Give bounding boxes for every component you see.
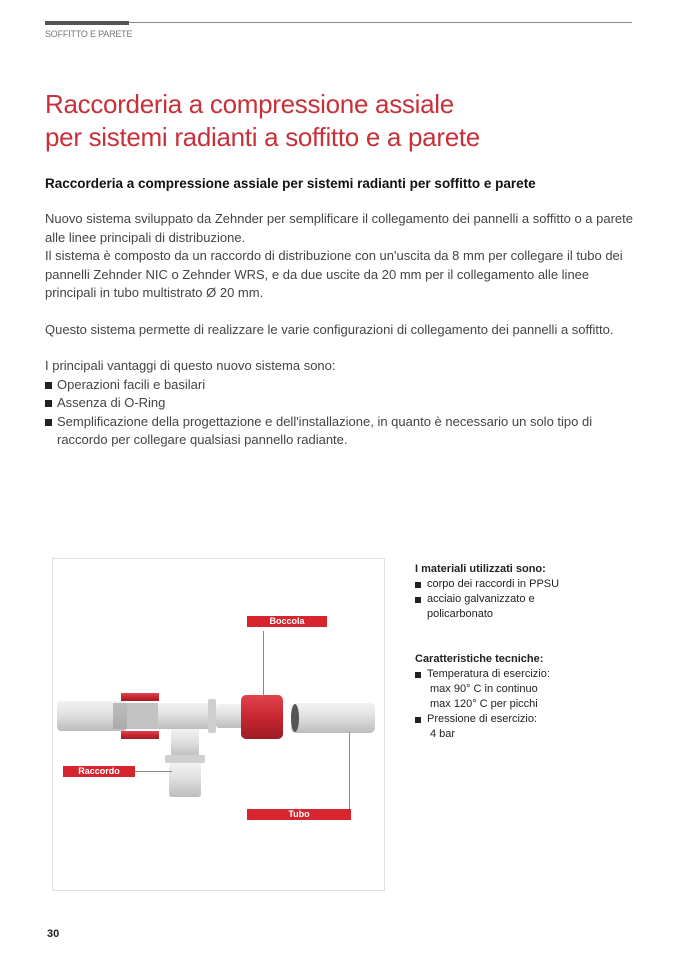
list-item: Semplificazione della progettazione e dell'installazione, in quanto è necessario un solo tipo di raccordo per collegare qualsiasi pannello radiante. xyxy=(45,413,635,450)
specs-heading: Caratteristiche tecniche: xyxy=(415,653,544,665)
spec-value: max 120° C per picchi xyxy=(430,698,538,710)
advantages-list xyxy=(45,376,635,450)
branch-barb xyxy=(169,763,201,797)
tubo-part xyxy=(291,703,375,733)
boccola-part xyxy=(241,695,283,739)
tubo-label: Tubo xyxy=(247,809,351,820)
tee-branch xyxy=(171,729,199,757)
list-item: corpo dei raccordi in PPSU xyxy=(415,577,605,592)
page-title-line-1: Raccorderia a compressione assiale xyxy=(45,89,454,119)
header-rule-accent xyxy=(45,21,129,25)
tubo-opening xyxy=(291,704,299,732)
specs-list xyxy=(415,667,605,742)
tee-body xyxy=(158,703,208,729)
tubo-leader xyxy=(349,732,350,812)
raccordo-leader xyxy=(134,771,172,772)
spec-value: max 90° C in continuo xyxy=(430,683,538,695)
list-item xyxy=(415,667,605,712)
page-title-line-2: per sistemi radianti a soffitto e a parete xyxy=(45,122,480,152)
header-rule xyxy=(45,22,632,23)
subtitle: Raccorderia a compressione assiale per sistemi radianti per soffitto e parete xyxy=(45,176,536,191)
spec-label: Temperatura di esercizio: xyxy=(427,668,550,680)
boccola-leader xyxy=(263,631,264,697)
section-label: SOFFITTO E PARETE xyxy=(45,29,133,39)
left-sleeve-bottom xyxy=(121,731,159,739)
list-item: Operazioni facili e basilari xyxy=(45,376,635,395)
paragraph-composition: Il sistema è composto da un raccordo di distribuzione con un'uscita da 8 mm per collegare il tubo dei pannelli Zehnder NIC o Zehnder WRS, e da due uscite da 20 mm per il collegamento alle linee principali in tubo multistrato Ø 20 mm. xyxy=(45,248,623,300)
left-sleeve xyxy=(121,693,159,701)
spec-value: 4 bar xyxy=(430,728,456,740)
list-item xyxy=(415,592,605,622)
page-number: 30 xyxy=(47,928,60,940)
list-item xyxy=(415,712,605,742)
page-title xyxy=(45,88,480,154)
raccordo-label: Raccordo xyxy=(63,766,135,777)
specs-sidebar xyxy=(415,562,605,742)
advantages-intro: I principali vantaggi di questo nuovo sistema sono: xyxy=(45,358,336,373)
list-item-text: acciaio galvanizzato e policarbonato xyxy=(427,593,535,620)
boccola-label: Boccola xyxy=(247,616,327,627)
body-text xyxy=(45,210,635,450)
paragraph-configurations: Questo sistema permette di realizzare le varie configurazioni di collegamento dei pannelli a soffitto. xyxy=(45,321,614,337)
list-item: Assenza di O-Ring xyxy=(45,394,635,413)
spec-label: Pressione di esercizio: xyxy=(427,713,538,725)
fitting-diagram xyxy=(52,558,385,891)
materials-heading: I materiali utilizzati sono: xyxy=(415,563,546,575)
branch-collar xyxy=(165,755,205,763)
tee-collar xyxy=(208,699,216,733)
materials-list xyxy=(415,577,605,622)
fitting-illustration xyxy=(53,559,384,890)
paragraph-intro: Nuovo sistema sviluppato da Zehnder per semplificare il collegamento dei pannelli a soffitto o a parete alle linee principali di distribuzione. xyxy=(45,211,633,245)
